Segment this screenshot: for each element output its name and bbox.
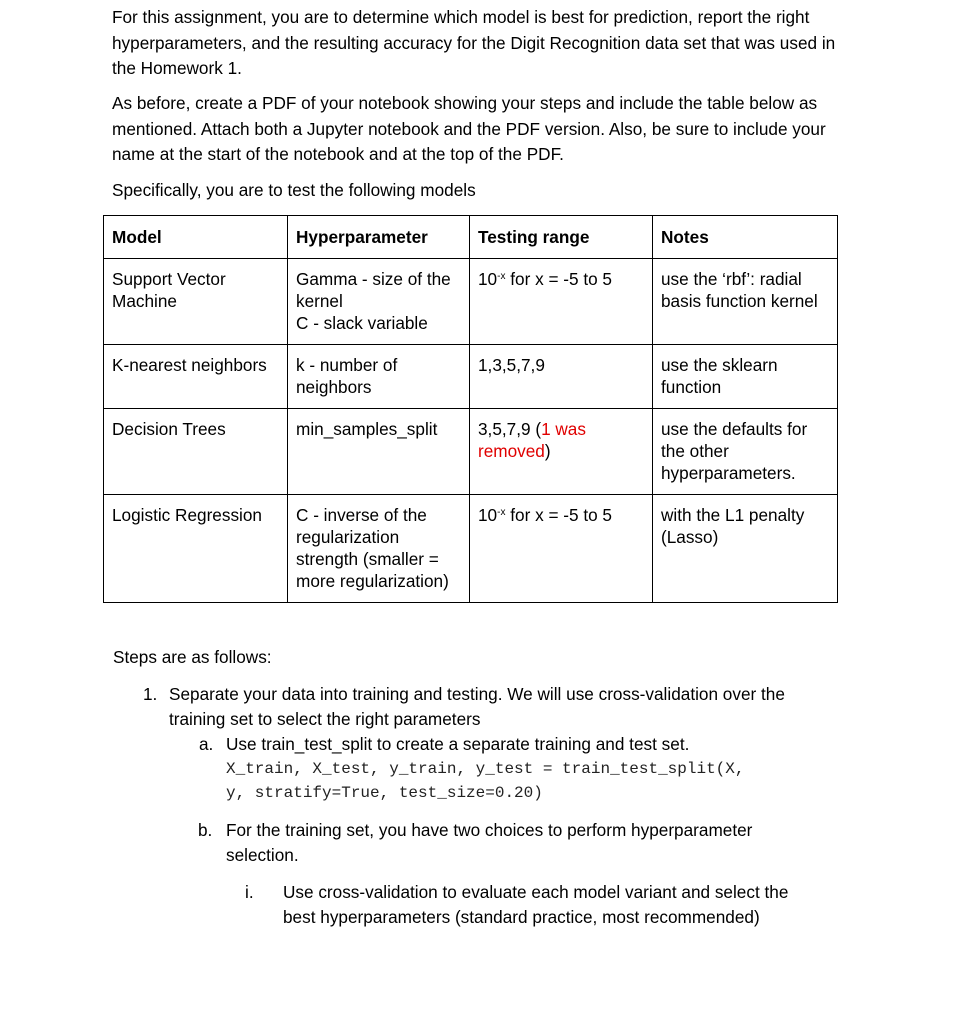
cell-model: Support Vector Machine xyxy=(104,259,288,345)
substep-b-text-line-1: For the training set, you have two choices to perform hyperparameter xyxy=(226,820,753,840)
steps-heading: Steps are as follows: xyxy=(113,647,272,667)
models-table xyxy=(103,215,838,603)
substep-a-text: Use train_test_split to create a separate training and test set. xyxy=(226,734,690,754)
cell-notes: use the ‘rbf’: radial basis function kernel xyxy=(653,259,838,345)
cell-testing-range xyxy=(470,409,653,495)
range-highlight: 1 was removed xyxy=(478,419,586,461)
intro-paragraph-2: As before, create a PDF of your notebook showing your steps and include the table below as mentioned. Attach both a Jupyter notebook and the PDF version. Also, be sure to include your name at the start of the notebook and at the top of the PDF. xyxy=(112,93,826,164)
table-row xyxy=(104,495,838,603)
table-row xyxy=(104,259,838,345)
intro-paragraph-3: Specifically, you are to test the following models xyxy=(112,180,476,200)
header-model: Model xyxy=(104,216,288,259)
cell-model: Decision Trees xyxy=(104,409,288,495)
cell-hyperparameter-line: C - slack variable xyxy=(296,313,428,333)
substep-label: a. xyxy=(199,734,214,754)
cell-notes: with the L1 penalty (Lasso) xyxy=(653,495,838,603)
cell-notes: use the sklearn function xyxy=(653,345,838,409)
cell-model: Logistic Regression xyxy=(104,495,288,603)
table-row xyxy=(104,345,838,409)
cell-testing-range xyxy=(470,259,653,345)
code-line: y, stratify=True, test_size=0.20) xyxy=(226,784,543,802)
range-base: 10 xyxy=(478,269,498,289)
roman-i-text-line-1: Use cross-validation to evaluate each model variant and select the xyxy=(283,882,789,902)
header-hyperparameter: Hyperparameter xyxy=(288,216,470,259)
range-text: 3,5,7,9 ( xyxy=(478,419,542,439)
cell-model: K-nearest neighbors xyxy=(104,345,288,409)
cell-hyperparameter-line: Gamma - size of the kernel xyxy=(296,269,451,311)
step-1-text-line-2: training set to select the right parameters xyxy=(169,709,481,729)
range-rest: for x = -5 to 5 xyxy=(505,269,612,289)
table-header-row xyxy=(104,216,838,259)
cell-testing-range xyxy=(470,495,653,603)
table-row xyxy=(104,409,838,495)
cell-notes: use the defaults for the other hyperparameters. xyxy=(653,409,838,495)
cell-testing-range: 1,3,5,7,9 xyxy=(470,345,653,409)
intro-paragraph-1: For this assignment, you are to determine which model is best for prediction, report the right hyperparameters, and the resulting accuracy for the Digit Recognition data set that was used in the Homework 1. xyxy=(112,7,836,78)
code-line: X_train, X_test, y_train, y_test = train_test_split(X, xyxy=(226,760,745,778)
step-number: 1. xyxy=(143,684,158,704)
substep-b-text-line-2: selection. xyxy=(226,845,299,865)
cell-hyperparameter: min_samples_split xyxy=(288,409,470,495)
header-testing-range: Testing range xyxy=(470,216,653,259)
cell-hyperparameter: C - inverse of the regularization strength (smaller = more regularization) xyxy=(288,495,470,603)
step-1-text-line-1: Separate your data into training and testing. We will use cross-validation over the xyxy=(169,684,785,704)
cell-hyperparameter: k - number of neighbors xyxy=(288,345,470,409)
range-rest: for x = -5 to 5 xyxy=(505,505,612,525)
roman-i-text-line-2: best hyperparameters (standard practice, most recommended) xyxy=(283,907,760,927)
range-base: 10 xyxy=(478,505,498,525)
substep-label: b. xyxy=(198,820,213,840)
cell-hyperparameter xyxy=(288,259,470,345)
range-exponent: -x xyxy=(497,507,506,518)
header-notes: Notes xyxy=(653,216,838,259)
range-exponent: -x xyxy=(497,271,506,282)
range-close: ) xyxy=(544,441,551,461)
roman-label: i. xyxy=(245,882,254,902)
